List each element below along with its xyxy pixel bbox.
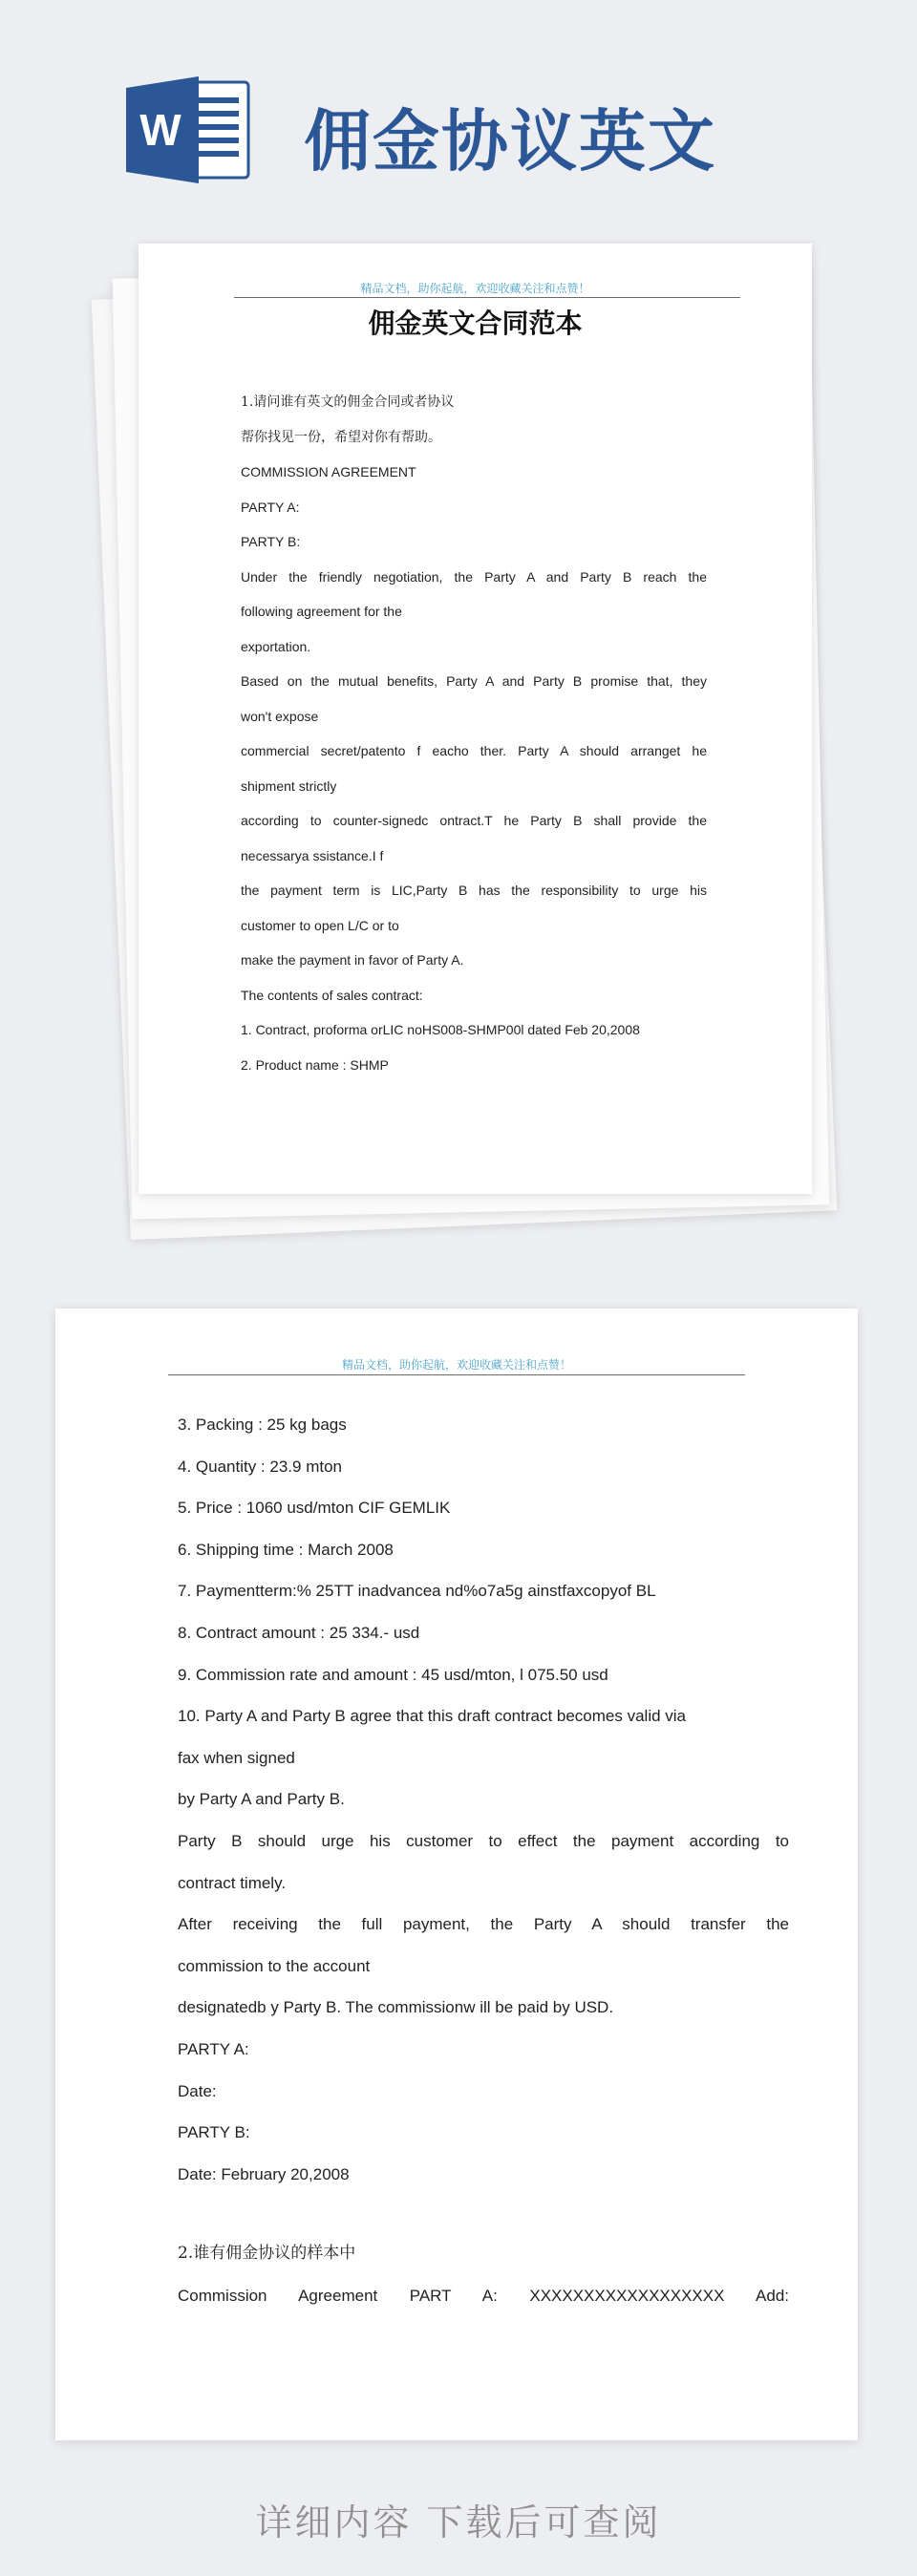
text-line: 2.谁有佣金协议的样本中 bbox=[178, 2244, 356, 2264]
paragraph-gap bbox=[178, 2195, 789, 2233]
word-document-icon bbox=[126, 76, 250, 183]
page-header-note: 精品文档，助你起航，欢迎收藏关注和点赞！ bbox=[360, 282, 590, 295]
text-line: customer to open L/C or to bbox=[241, 917, 399, 933]
text-line: 9. Commission rate and amount : 45 usd/mton, l 075.50 usd bbox=[178, 1665, 608, 1684]
text-line: necessarya ssistance.I f bbox=[241, 847, 384, 863]
page-title: 佣金协议英文 bbox=[304, 102, 716, 181]
page-header-rule bbox=[168, 1374, 745, 1375]
text-line: shipment strictly bbox=[241, 777, 337, 794]
text-line: make the payment in favor of Party A. bbox=[241, 952, 464, 968]
text-line: 1.请问谁有英文的佣金合同或者协议 bbox=[241, 394, 455, 410]
text-line: 10. Party A and Party B agree that this draft contract becomes valid via bbox=[178, 1707, 687, 1726]
text-line: 7. Paymentterm:% 25TT inadvancea nd%o7a5g ainstfaxcopyof BL bbox=[178, 1582, 656, 1601]
text-line: PARTY A: bbox=[241, 499, 300, 515]
text-line: 3. Packing : 25 kg bags bbox=[178, 1416, 347, 1434]
text-line: by Party A and Party B. bbox=[178, 1790, 345, 1809]
download-hint: 详细内容 下载后可查阅 bbox=[255, 2501, 662, 2544]
page1-body bbox=[241, 385, 707, 1082]
text-line: won't expose bbox=[241, 708, 319, 724]
text-line: PARTY B: bbox=[241, 534, 301, 549]
text-line: 8. Contract amount : 25 334.- usd bbox=[178, 1623, 420, 1642]
text-line: Commission Agreement PART A: XXXXXXXXXXXXXXXXXX Add: bbox=[178, 2286, 789, 2305]
page-header-rule bbox=[234, 297, 740, 298]
document-page-1 bbox=[139, 244, 812, 1194]
text-line: 4. Quantity : 23.9 mton bbox=[178, 1457, 342, 1476]
document-title: 佣金英文合同范本 bbox=[368, 308, 583, 339]
text-line: PARTY B: bbox=[178, 2123, 250, 2142]
text-line: exportation. bbox=[241, 638, 311, 654]
text-line: Based on the mutual benefits, Party A and Party B promise that, they bbox=[241, 673, 707, 689]
word-logo-letter: W bbox=[139, 105, 181, 155]
text-line: 6. Shipping time : March 2008 bbox=[178, 1540, 394, 1559]
text-line: fax when signed bbox=[178, 1748, 295, 1767]
text-line: according to counter-signedc ontract.T he Party B shall provide the bbox=[241, 813, 707, 828]
text-line: commercial secret/patento f eacho ther. Party A should arranget he bbox=[241, 743, 707, 758]
text-line: Date: February 20,2008 bbox=[178, 2164, 350, 2183]
text-line: 帮你找见一份，希望对你有帮助。 bbox=[241, 429, 441, 445]
text-line: 1. Contract, proforma orLIC noHS008-SHMP00l dated Feb 20,2008 bbox=[241, 1022, 640, 1037]
text-line: Party B should urge his customer to effect the payment according to bbox=[178, 1831, 789, 1850]
text-line: 2. Product name : SHMP bbox=[241, 1056, 389, 1073]
text-line: contract timely. bbox=[178, 1873, 287, 1892]
text-line: Date: bbox=[178, 2081, 217, 2100]
text-line: commission to the account bbox=[178, 1956, 371, 1975]
text-line: After receiving the full payment, the Party A should transfer the bbox=[178, 1915, 789, 1934]
text-line: COMMISSION AGREEMENT bbox=[241, 464, 416, 479]
text-line: 5. Price : 1060 usd/mton CIF GEMLIK bbox=[178, 1499, 451, 1518]
text-line: Under the friendly negotiation, the Party A and Party B reach the bbox=[241, 568, 707, 585]
page2-body bbox=[178, 1404, 789, 2316]
text-line: PARTY A: bbox=[178, 2039, 249, 2058]
page-header-note: 精品文档，助你起航，欢迎收藏关注和点赞！ bbox=[341, 1358, 571, 1372]
text-line: the payment term is LIC,Party B has the responsibility to urge his bbox=[241, 883, 707, 898]
text-line: The contents of sales contract: bbox=[241, 987, 423, 1003]
text-line: following agreement for the bbox=[241, 604, 402, 619]
text-line: designatedb y Party B. The commissionw ill be paid by USD. bbox=[178, 1998, 614, 2017]
document-page-2 bbox=[55, 1309, 858, 2440]
